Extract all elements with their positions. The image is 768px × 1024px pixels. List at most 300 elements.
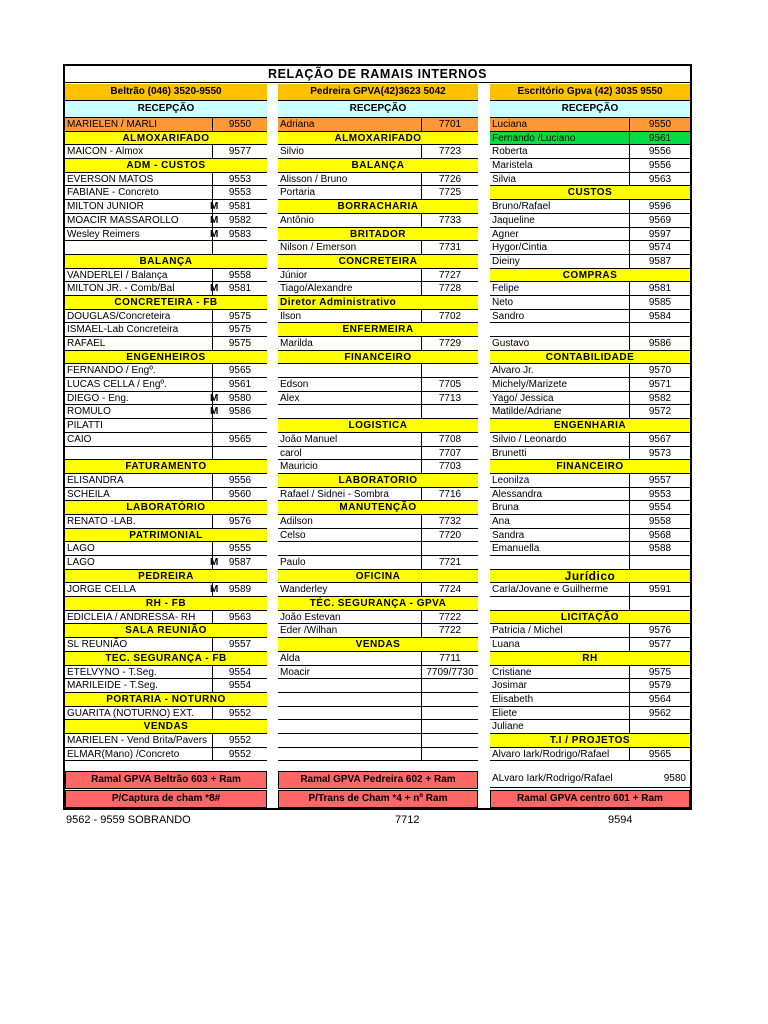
employee-name: MILTON JUNIOR	[67, 201, 144, 213]
reception-header: RECEPÇÃO	[65, 101, 267, 118]
extension-number: 9571	[648, 379, 672, 391]
extension-number: 7716	[438, 488, 462, 500]
extension-row	[278, 269, 478, 283]
extension-row	[278, 583, 478, 597]
employee-name: Carla/Jovane e Guilherme	[492, 584, 609, 596]
reception-header: RECEPÇÃO	[490, 101, 690, 118]
extension-row	[65, 173, 267, 187]
employee-name: Rafael / Sidnei - Sombra	[280, 488, 389, 500]
extension-number: 7720	[438, 529, 462, 541]
extension-number: 9560	[228, 488, 252, 500]
extension-number: 9562	[648, 707, 672, 719]
extension-number: 9573	[648, 447, 672, 459]
employee-name: Júnior	[280, 269, 308, 281]
extension-row	[278, 173, 478, 187]
mobile-marker: M	[210, 406, 219, 418]
bottom-note-escritorio: 9594	[608, 814, 633, 826]
extension-number: 9581	[228, 201, 252, 213]
empty-row	[490, 323, 690, 337]
employee-name: Silvia	[492, 173, 516, 185]
employee-name: MARILEIDE - T.Seg.	[67, 680, 158, 692]
extension-number: 9557	[648, 474, 672, 486]
employee-name: LUCAS CELLA / Engº.	[67, 379, 167, 391]
section-header: OFICINA	[278, 570, 478, 584]
section-header: BALANÇA	[278, 159, 478, 173]
extension-row	[278, 118, 478, 132]
footer-ramal-beltrao: Ramal GPVA Beltrão 603 + Ram	[65, 771, 267, 789]
extension-number: 7726	[438, 173, 462, 185]
extension-row	[65, 364, 267, 378]
extension-row	[490, 666, 690, 680]
extension-row	[65, 186, 267, 200]
employee-name: Josimar	[492, 680, 528, 692]
extension-number: 9550	[648, 119, 672, 130]
section-header: LABORATÓRIO	[65, 501, 267, 515]
extension-row	[490, 378, 690, 392]
empty-row	[278, 707, 478, 721]
employee-name: Gustavo	[492, 338, 530, 349]
section-header: PORTARIA - NOTURNO	[65, 693, 267, 707]
employee-name: Adilson	[280, 515, 313, 527]
extension-row	[490, 542, 690, 556]
extension-row	[278, 460, 478, 474]
employee-name: Bruna	[492, 502, 519, 514]
extension-number: 9581	[228, 283, 252, 295]
employee-name: Jaqueline	[492, 214, 535, 226]
mobile-marker: M	[210, 201, 219, 213]
employee-name: Roberta	[492, 146, 528, 158]
section-header: COMPRAS	[490, 269, 690, 283]
section-header: ALMOXARIFADO	[65, 132, 267, 146]
extension-row	[278, 611, 478, 625]
employee-name: Alessandra	[492, 488, 543, 500]
extension-number: 9586	[648, 338, 672, 349]
employee-name: Cristiane	[492, 666, 532, 678]
employee-name: Luana	[492, 639, 520, 651]
extension-row	[278, 241, 478, 255]
employee-name: Eder /Wilhan	[280, 625, 338, 637]
extension-row	[278, 666, 478, 680]
extension-row	[490, 282, 690, 296]
employee-name: Yago/ Jessica	[492, 392, 554, 404]
employee-name: Ilson	[280, 310, 302, 322]
footer-ti-name: ALvaro Iark/Rodrigo/Rafael	[492, 773, 613, 784]
employee-name: Matilde/Adriane	[492, 406, 562, 418]
employee-name: Moacir	[280, 666, 311, 678]
extension-row	[490, 720, 690, 734]
extension-row	[490, 159, 690, 173]
column-beltrao	[65, 84, 267, 761]
extension-row	[490, 624, 690, 638]
empty-row	[278, 693, 478, 707]
empty-row	[278, 405, 478, 419]
extension-number: 9553	[648, 488, 672, 500]
extension-number: 9554	[228, 680, 252, 692]
section-header: CUSTOS	[490, 186, 690, 200]
employee-name: Wanderley	[280, 584, 328, 596]
extension-number: 9556	[648, 146, 672, 158]
extension-row	[490, 296, 690, 310]
employee-name: Neto	[492, 296, 514, 308]
extension-row	[65, 282, 267, 296]
reception-header: RECEPÇÃO	[278, 101, 478, 118]
extension-row	[490, 241, 690, 255]
section-header: FINANCEIRO	[278, 351, 478, 365]
extension-number: 9561	[228, 379, 252, 391]
extension-row	[278, 186, 478, 200]
footer-ti-row	[490, 772, 690, 788]
extension-number: 9568	[648, 529, 672, 541]
employee-name: MARIELEN - Vend Brita/Pavers	[67, 734, 208, 746]
employee-name: SCHEILA	[67, 488, 110, 500]
empty-row	[278, 364, 478, 378]
extension-number: 9583	[228, 228, 252, 240]
employee-name: Hygor/Cintia	[492, 242, 548, 254]
extension-row	[278, 378, 478, 392]
employee-name: Sandra	[492, 529, 525, 541]
employee-name: Portaria	[280, 187, 316, 199]
extension-number: 9552	[228, 748, 252, 760]
extension-number: 7705	[438, 379, 462, 391]
extension-number: 7729	[438, 338, 462, 349]
section-header: ALMOXARIFADO	[278, 132, 478, 146]
section-header: Diretor Administrativo	[278, 296, 478, 310]
employee-name: MARIELEN / MARLI	[67, 119, 158, 130]
extension-number: 9579	[648, 680, 672, 692]
extension-number: 9557	[228, 639, 252, 651]
extension-number: 9587	[228, 557, 252, 568]
employee-name: DIEGO - Eng.	[67, 392, 129, 404]
extension-number: 7733	[438, 214, 462, 226]
extension-row	[65, 638, 267, 652]
extension-row	[490, 474, 690, 488]
extension-number: 7725	[438, 187, 462, 199]
employee-name: Juliane	[492, 721, 524, 733]
extension-number: 9575	[228, 310, 252, 322]
employee-name: ELISANDRA	[67, 474, 124, 486]
extension-row	[490, 214, 690, 228]
extension-row	[65, 707, 267, 721]
empty-row	[278, 679, 478, 693]
footer-captura: P/Captura de cham *8#	[65, 790, 267, 808]
employee-name: FERNANDO / Engº.	[67, 365, 156, 377]
extension-number: 9588	[648, 543, 672, 555]
employee-name: Maristela	[492, 160, 533, 172]
employee-name: RENATO -LAB.	[67, 515, 136, 527]
extension-row	[278, 433, 478, 447]
extension-row	[65, 392, 267, 406]
extension-row	[278, 145, 478, 159]
extension-row	[490, 392, 690, 406]
extension-number: 7723	[438, 146, 462, 158]
employee-name: Bruno/Rafael	[492, 201, 551, 213]
section-header: ENFERMEIRA	[278, 323, 478, 337]
extension-row	[65, 474, 267, 488]
extension-number: 9565	[648, 748, 672, 760]
extension-number: 9558	[648, 515, 672, 527]
employee-name: JORGE CELLA	[67, 584, 136, 596]
employee-name: Fernando /Luciano	[492, 132, 576, 144]
extension-number: 7707	[438, 447, 462, 459]
extension-row	[490, 707, 690, 721]
employee-name: CAIO	[67, 433, 92, 445]
employee-name: Mauricio	[280, 461, 318, 473]
extension-number: 9564	[648, 693, 672, 705]
section-header: CONCRETEIRA	[278, 255, 478, 269]
extension-row	[65, 556, 267, 570]
section-header: VENDAS	[278, 638, 478, 652]
extension-row	[65, 611, 267, 625]
section-header: RH - FB	[65, 597, 267, 611]
employee-name: Patricia / Michel	[492, 625, 563, 637]
extension-row	[490, 337, 690, 351]
extension-number: 7722	[438, 625, 462, 637]
bottom-note-beltrao: 9562 - 9559 SOBRANDO	[66, 814, 191, 826]
section-header: MANUTENÇÃO	[278, 501, 478, 515]
extension-row	[278, 310, 478, 324]
extension-row	[65, 118, 267, 132]
section-header: LABORATORIO	[278, 474, 478, 488]
employee-name: LAGO	[67, 543, 95, 555]
extension-row	[278, 515, 478, 529]
employee-name: Tiago/Alexandre	[280, 283, 353, 295]
employee-name: Edson	[280, 379, 309, 391]
extension-number: 9589	[228, 584, 252, 596]
extension-row	[490, 405, 690, 419]
footer-trans: P/Trans de Cham *4 + nº Ram	[278, 790, 478, 808]
mobile-marker: M	[210, 283, 219, 295]
extension-row	[65, 679, 267, 693]
extension-number: 7713	[438, 392, 462, 404]
section-header: SALA REUNIÃO	[65, 624, 267, 638]
extension-row	[65, 666, 267, 680]
footer-ramal-centro: Ramal GPVA centro 601 + Ram	[490, 790, 690, 808]
employee-name: carol	[280, 447, 302, 459]
location-header: Beltrão (046) 3520-9550	[65, 84, 267, 101]
employee-name: Eliete	[492, 707, 518, 719]
extension-row	[65, 405, 267, 419]
section-header: PEDREIRA	[65, 570, 267, 584]
extension-number: 9567	[648, 433, 672, 445]
extension-number: 9558	[228, 269, 252, 281]
extension-number: 9597	[648, 228, 672, 240]
extension-row	[278, 337, 478, 351]
employee-name: GUARITA (NOTURNO) EXT.	[67, 707, 195, 719]
employee-name: VANDERLEI / Balança	[67, 269, 168, 281]
employee-name: João Manuel	[280, 433, 338, 445]
empty-row	[278, 542, 478, 556]
employee-name: Marilda	[280, 338, 313, 349]
extension-row	[490, 515, 690, 529]
section-header: ADM - CUSTOS	[65, 159, 267, 173]
employee-name: Adriana	[280, 119, 315, 130]
empty-row	[65, 241, 267, 255]
extension-number: 9555	[228, 543, 252, 555]
extension-row	[65, 310, 267, 324]
section-header: T.I / PROJETOS	[490, 734, 690, 748]
extension-number: 9584	[648, 310, 672, 322]
employee-name: Sandro	[492, 310, 525, 322]
location-header: Pedreira GPVA(42)3623 5042	[278, 84, 478, 101]
extension-number: 9552	[228, 707, 252, 719]
extension-number: 9576	[228, 515, 252, 527]
extension-number: 9561	[648, 132, 672, 144]
employee-name: Wesley Reimers	[67, 228, 140, 240]
employee-name: Leonilza	[492, 474, 530, 486]
section-header: BALANÇA	[65, 255, 267, 269]
employee-name: Dieiny	[492, 255, 520, 267]
extension-row	[278, 652, 478, 666]
mobile-marker: M	[210, 557, 219, 568]
section-header: VENDAS	[65, 720, 267, 734]
extension-number: 7708	[438, 433, 462, 445]
extension-row	[278, 556, 478, 570]
employee-name: Alvaro Jr.	[492, 365, 534, 377]
employee-name: PILATTI	[67, 420, 103, 432]
extension-row	[490, 638, 690, 652]
mobile-marker: M	[210, 228, 219, 240]
extension-row	[65, 337, 267, 351]
employee-name: Luciana	[492, 119, 528, 130]
extension-row	[65, 378, 267, 392]
location-header: Escritório Gpva (42) 3035 9550	[490, 84, 690, 101]
extension-row	[278, 282, 478, 296]
extension-number: 9580	[228, 392, 252, 404]
extension-number: 9582	[648, 392, 672, 404]
employee-name: RAFAEL	[67, 338, 106, 349]
extension-row	[490, 228, 690, 242]
mobile-marker: M	[210, 584, 219, 596]
section-header: RH	[490, 652, 690, 666]
extension-row	[490, 679, 690, 693]
section-header: LOGISTICA	[278, 419, 478, 433]
extension-number: 7732	[438, 515, 462, 527]
extension-row	[65, 419, 267, 433]
employee-name: Alda	[280, 652, 301, 664]
section-header: CONTABILIDADE	[490, 351, 690, 365]
section-header: CONCRETEIRA - FB	[65, 296, 267, 310]
extension-number: 9565	[228, 433, 252, 445]
employee-name: ROMULO	[67, 406, 111, 418]
extension-row	[490, 748, 690, 762]
extension-number: 7711	[439, 652, 461, 664]
employee-name: Elisabeth	[492, 693, 534, 705]
footer-ti-ext: 9580	[663, 773, 686, 784]
employee-name: João Estevan	[280, 611, 341, 623]
extension-number: 9575	[228, 338, 252, 349]
employee-name: MOACIR MASSAROLLO	[67, 214, 179, 226]
employee-name: MAICON - Almox	[67, 146, 144, 158]
empty-row	[278, 748, 478, 762]
section-header: ENGENHARIA	[490, 419, 690, 433]
section-header: BORRACHARIA	[278, 200, 478, 214]
extension-row	[65, 433, 267, 447]
extension-number: 7722	[438, 611, 462, 623]
section-header: BRITADOR	[278, 228, 478, 242]
extension-row	[278, 392, 478, 406]
employee-name: Nilson / Emerson	[280, 242, 357, 254]
extension-row	[490, 433, 690, 447]
column-pedreira	[278, 84, 478, 761]
section-header: ENGENHEIROS	[65, 351, 267, 365]
employee-name: SL REUNIÃO	[67, 639, 128, 651]
extension-number: 9585	[648, 296, 672, 308]
employee-name: DOUGLAS/Concreteira	[67, 310, 171, 322]
employee-name: Emanuella	[492, 543, 540, 555]
empty-row	[490, 556, 690, 570]
extension-number: 9553	[228, 173, 252, 185]
extension-number: 9556	[228, 474, 252, 486]
extension-row	[65, 228, 267, 242]
extension-number: 9591	[648, 584, 672, 596]
employee-name: Agner	[492, 228, 519, 240]
extension-number: 9574	[648, 242, 672, 254]
extension-row	[490, 118, 690, 132]
extension-row	[65, 200, 267, 214]
extension-row	[278, 488, 478, 502]
section-header: LICITAÇÃO	[490, 611, 690, 625]
extension-number: 9582	[228, 214, 252, 226]
extension-number: 7728	[438, 283, 462, 295]
employee-name: Celso	[280, 529, 306, 541]
mobile-marker: M	[210, 392, 219, 404]
extension-row	[65, 323, 267, 337]
extension-number: 7702	[438, 310, 462, 322]
extension-row	[65, 748, 267, 762]
employee-name: Brunetti	[492, 447, 527, 459]
employee-name: Paulo	[280, 557, 306, 568]
bottom-note-pedreira: 7712	[395, 814, 420, 826]
employee-name: EDICLEIA / ANDRESSA- RH	[67, 611, 196, 623]
footer-ramal-pedreira: Ramal GPVA Pedreira 602 + Ram	[278, 771, 478, 789]
extension-row	[65, 145, 267, 159]
empty-row	[278, 734, 478, 748]
extension-number: 9550	[228, 119, 252, 130]
extension-number: 9553	[228, 187, 252, 199]
employee-name: ELMAR(Mano) /Concreto	[67, 748, 180, 760]
extension-number: 9575	[228, 324, 252, 336]
extension-number: 9577	[648, 639, 672, 651]
extension-row	[490, 255, 690, 269]
employee-name: Alvaro Iark/Rodrigo/Rafael	[492, 748, 610, 760]
employee-name: Michely/Marizete	[492, 379, 568, 391]
employee-name: Felipe	[492, 283, 520, 295]
employee-name: EVERSON MATOS	[67, 173, 154, 185]
extension-row	[490, 583, 690, 597]
column-escritorio	[490, 84, 690, 761]
mobile-marker: M	[210, 214, 219, 226]
extension-row	[278, 214, 478, 228]
extension-number: 9569	[648, 214, 672, 226]
extension-row	[490, 145, 690, 159]
extension-number: 9596	[648, 201, 672, 213]
extension-row	[490, 447, 690, 461]
extension-number: 9586	[228, 406, 252, 418]
extension-row	[278, 529, 478, 543]
extension-number: 9570	[648, 365, 672, 377]
extension-number: 7724	[438, 584, 462, 596]
extension-row	[65, 515, 267, 529]
section-header: FINANCEIRO	[490, 460, 690, 474]
extension-row	[490, 310, 690, 324]
section-header: Jurídico	[490, 570, 690, 584]
employee-name: ETELVYNO - T.Seg.	[67, 666, 157, 678]
extension-row	[490, 501, 690, 515]
section-header: TEC. SEGURANÇA - FB	[65, 652, 267, 666]
extension-number: 9587	[648, 255, 672, 267]
extension-number: 9565	[228, 365, 252, 377]
empty-row	[278, 720, 478, 734]
